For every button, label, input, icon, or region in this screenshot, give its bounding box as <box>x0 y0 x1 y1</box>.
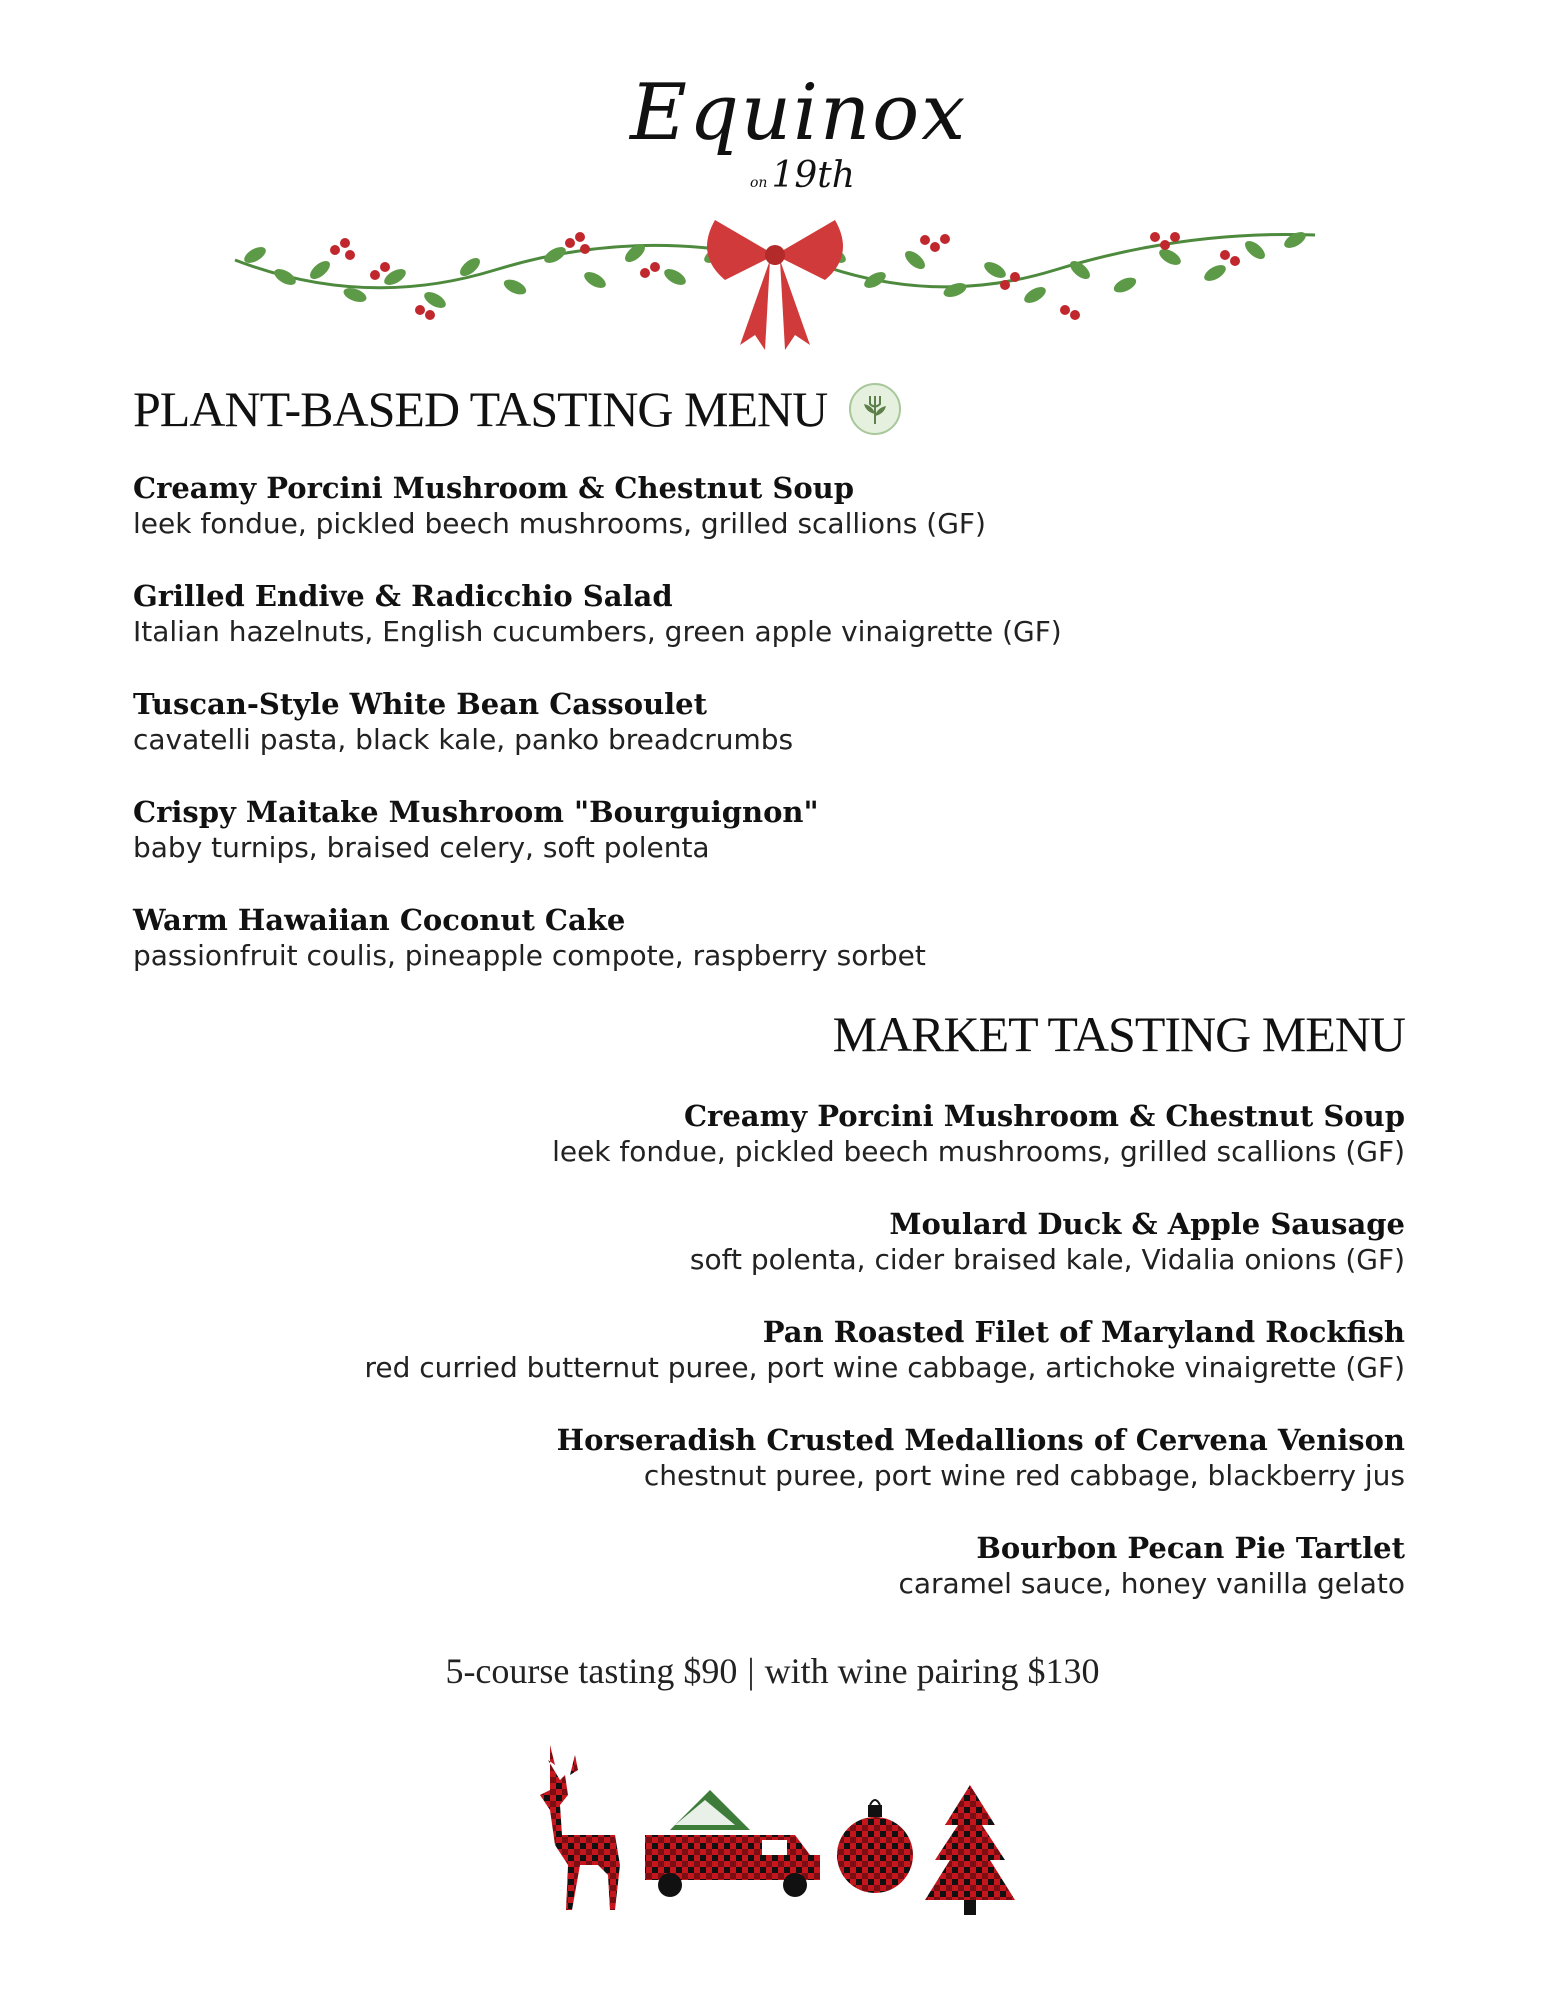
market-menu-title: MARKET TASTING MENU <box>832 1006 1405 1062</box>
course-name: Pan Roasted Filet of Maryland Rockfish <box>762 1315 1405 1349</box>
course-name: Moulard Duck & Apple Sausage <box>889 1207 1405 1241</box>
plaid-ornament-icon <box>837 1800 913 1893</box>
course-name: Creamy Porcini Mushroom & Chestnut Soup <box>683 1099 1405 1133</box>
logo-main-text: Equinox <box>630 68 968 158</box>
course-description: Italian hazelnuts, English cucumbers, green apple vinaigrette (GF) <box>133 615 1062 648</box>
logo-small-text: on <box>750 175 768 191</box>
course-name: Creamy Porcini Mushroom & Chestnut Soup <box>133 471 855 505</box>
reindeer-icon <box>540 1745 620 1910</box>
course-description: baby turnips, braised celery, soft polenta <box>133 831 710 864</box>
market-course <box>557 1422 1405 1494</box>
course-description: cavatelli pasta, black kale, panko breadcrumbs <box>133 723 794 756</box>
plaid-tree-icon <box>925 1785 1015 1915</box>
logo-subtitle <box>750 155 855 196</box>
plant-course <box>133 686 793 758</box>
course-description: red curried butternut puree, port wine cabbage, artichoke vinaigrette (GF) <box>364 1351 1405 1384</box>
market-course <box>690 1206 1405 1278</box>
course-name: Crispy Maitake Mushroom "Bourguignon" <box>133 795 819 829</box>
plant-menu-title: PLANT-BASED TASTING MENU <box>133 381 828 437</box>
wine-pairing-price: with wine pairing $130 <box>764 1651 1100 1691</box>
course-description: chestnut puree, port wine red cabbage, blackberry jus <box>643 1459 1405 1492</box>
market-course <box>552 1098 1405 1170</box>
course-description: leek fondue, pickled beech mushrooms, grilled scallions (GF) <box>133 507 986 540</box>
course-description: soft polenta, cider braised kale, Vidalia onions (GF) <box>689 1243 1405 1276</box>
plant-course <box>133 470 986 542</box>
course-description: leek fondue, pickled beech mushrooms, grilled scallions (GF) <box>552 1135 1405 1168</box>
course-name: Warm Hawaiian Coconut Cake <box>133 903 626 937</box>
tasting-price: 5-course tasting $90 <box>445 1651 738 1691</box>
holiday-plaid-icons <box>520 1735 1020 1920</box>
plant-course <box>133 578 1062 650</box>
course-name: Bourbon Pecan Pie Tartlet <box>976 1531 1405 1565</box>
plant-course <box>133 902 926 974</box>
course-name: Grilled Endive & Radicchio Salad <box>133 579 673 613</box>
holiday-garland-icon <box>225 215 1325 355</box>
plaid-truck-icon <box>645 1790 820 1897</box>
course-name: Tuscan-Style White Bean Cassoulet <box>133 687 708 721</box>
course-description: passionfruit coulis, pineapple compote, raspberry sorbet <box>133 939 926 972</box>
course-name: Horseradish Crusted Medallions of Cervena Venison <box>556 1423 1405 1457</box>
logo-number: 19th <box>771 155 855 196</box>
course-description: caramel sauce, honey vanilla gelato <box>898 1567 1405 1600</box>
plant-course <box>133 794 819 866</box>
market-course <box>364 1314 1405 1386</box>
price-separator: | <box>747 1651 755 1691</box>
restaurant-logo <box>610 60 968 220</box>
market-course <box>898 1530 1405 1602</box>
plant-fork-icon <box>848 382 902 436</box>
price-line <box>0 1650 1545 1692</box>
